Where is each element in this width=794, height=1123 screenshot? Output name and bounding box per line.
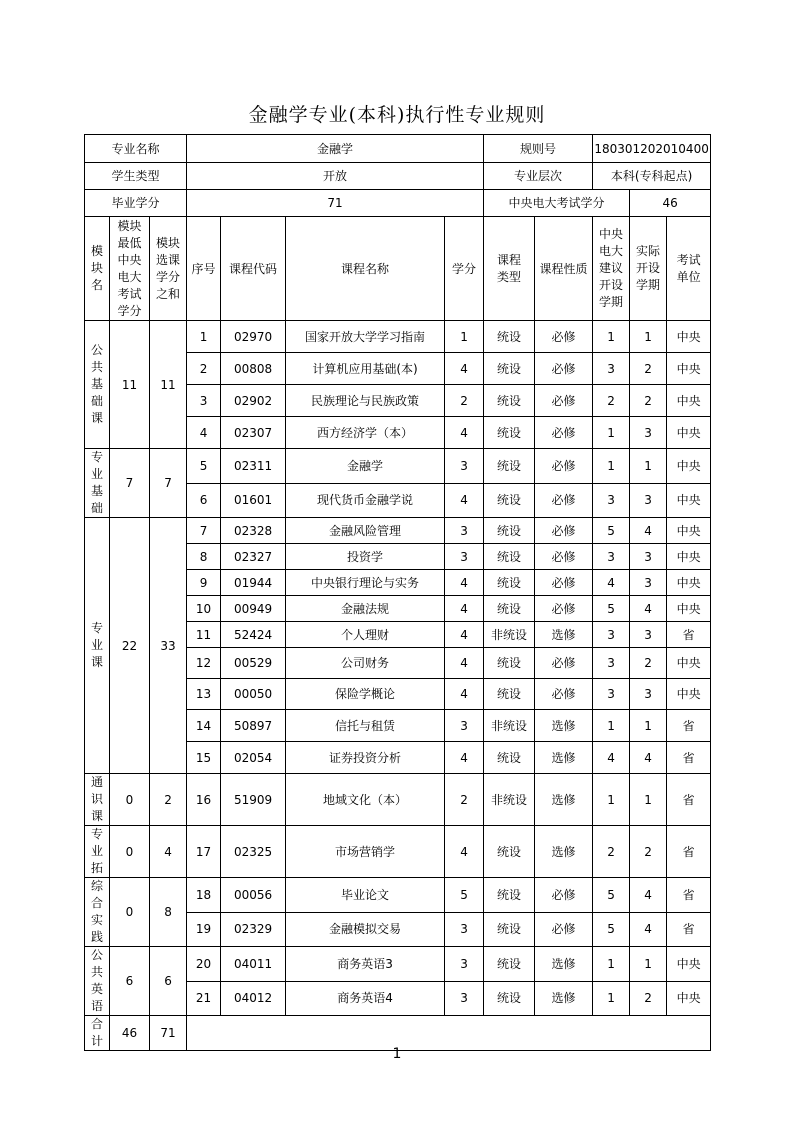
actual-term: 4	[630, 878, 667, 913]
course-name: 市场营销学	[286, 826, 445, 878]
suggest-term: 3	[593, 648, 630, 679]
course-seq: 16	[187, 774, 221, 826]
module-name: 公共英语	[85, 947, 110, 1016]
student-type-value: 开放	[187, 163, 484, 190]
actual-term: 1	[630, 774, 667, 826]
course-seq: 12	[187, 648, 221, 679]
course-credit: 3	[445, 449, 484, 484]
suggest-term: 1	[593, 449, 630, 484]
exam-credit-label: 中央电大考试学分	[484, 190, 630, 217]
course-type: 非统设	[484, 710, 535, 742]
actual-term: 1	[630, 710, 667, 742]
course-seq: 2	[187, 353, 221, 385]
course-code: 04011	[221, 947, 286, 982]
course-credit: 1	[445, 321, 484, 353]
major-value: 金融学	[187, 135, 484, 163]
course-seq: 19	[187, 912, 221, 947]
course-type: 统设	[484, 353, 535, 385]
suggest-term: 5	[593, 596, 630, 622]
course-nature: 选修	[535, 742, 593, 774]
module-sum-credit: 2	[150, 774, 187, 826]
table-row	[85, 947, 711, 982]
course-credit: 4	[445, 679, 484, 710]
exam-unit: 省	[667, 912, 711, 947]
course-type: 统设	[484, 981, 535, 1016]
course-code: 01944	[221, 570, 286, 596]
module-sum-credit: 11	[150, 321, 187, 449]
header-row	[85, 217, 711, 321]
course-code: 00949	[221, 596, 286, 622]
exam-unit: 中央	[667, 596, 711, 622]
actual-term: 2	[630, 385, 667, 417]
exam-unit: 省	[667, 710, 711, 742]
course-nature: 必修	[535, 483, 593, 518]
suggest-term: 2	[593, 385, 630, 417]
grad-credit-value: 71	[187, 190, 484, 217]
page-number: 1	[392, 1046, 402, 1062]
course-seq: 9	[187, 570, 221, 596]
module-min-credit: 11	[110, 321, 150, 449]
course-code: 02307	[221, 417, 286, 449]
suggest-term: 2	[593, 826, 630, 878]
module-sum-credit: 33	[150, 518, 187, 774]
course-seq: 1	[187, 321, 221, 353]
course-nature: 必修	[535, 321, 593, 353]
course-type: 统设	[484, 518, 535, 544]
course-credit: 4	[445, 570, 484, 596]
course-credit: 3	[445, 518, 484, 544]
course-seq: 5	[187, 449, 221, 484]
module-sum-credit: 7	[150, 449, 187, 518]
actual-term: 1	[630, 449, 667, 484]
grad-credit-label: 毕业学分	[85, 190, 187, 217]
module-min-credit: 22	[110, 518, 150, 774]
header-sum-credit: 模块选课学分之和	[150, 217, 187, 321]
actual-term: 3	[630, 570, 667, 596]
course-seq: 10	[187, 596, 221, 622]
course-nature: 选修	[535, 622, 593, 648]
module-name: 专业拓	[85, 826, 110, 878]
course-credit: 4	[445, 417, 484, 449]
exam-unit: 中央	[667, 544, 711, 570]
info-row-3	[85, 190, 711, 217]
course-name: 毕业论文	[286, 878, 445, 913]
course-code: 02054	[221, 742, 286, 774]
course-type: 统设	[484, 878, 535, 913]
level-value: 本科(专科起点)	[593, 163, 711, 190]
actual-term: 2	[630, 353, 667, 385]
course-credit: 3	[445, 947, 484, 982]
header-credit: 学分	[445, 217, 484, 321]
suggest-term: 3	[593, 622, 630, 648]
header-course-type: 课程类型	[484, 217, 535, 321]
suggest-term: 1	[593, 774, 630, 826]
actual-term: 2	[630, 648, 667, 679]
course-code: 01601	[221, 483, 286, 518]
exam-unit: 中央	[667, 518, 711, 544]
course-type: 统设	[484, 742, 535, 774]
table-row	[85, 321, 711, 353]
actual-term: 1	[630, 947, 667, 982]
document-title: 金融学专业(本科)执行性专业规则	[248, 104, 546, 126]
course-credit: 3	[445, 710, 484, 742]
course-code: 00808	[221, 353, 286, 385]
course-nature: 必修	[535, 570, 593, 596]
course-code: 02970	[221, 321, 286, 353]
course-seq: 13	[187, 679, 221, 710]
course-name: 商务英语3	[286, 947, 445, 982]
course-credit: 2	[445, 774, 484, 826]
module-sum-credit: 6	[150, 947, 187, 1016]
exam-unit: 中央	[667, 321, 711, 353]
module-name: 专业基础	[85, 449, 110, 518]
course-seq: 8	[187, 544, 221, 570]
course-type: 统设	[484, 449, 535, 484]
module-min-credit: 7	[110, 449, 150, 518]
suggest-term: 1	[593, 710, 630, 742]
exam-unit: 中央	[667, 353, 711, 385]
course-nature: 必修	[535, 544, 593, 570]
header-module: 模块名	[85, 217, 110, 321]
suggest-term: 3	[593, 544, 630, 570]
actual-term: 4	[630, 518, 667, 544]
course-nature: 必修	[535, 596, 593, 622]
exam-unit: 省	[667, 774, 711, 826]
suggest-term: 5	[593, 878, 630, 913]
course-name: 金融学	[286, 449, 445, 484]
course-seq: 4	[187, 417, 221, 449]
course-name: 投资学	[286, 544, 445, 570]
suggest-term: 5	[593, 518, 630, 544]
exam-unit: 省	[667, 878, 711, 913]
table-row	[85, 878, 711, 913]
header-min-credit: 模块最低中央电大考试学分	[110, 217, 150, 321]
course-credit: 4	[445, 483, 484, 518]
course-name: 金融风险管理	[286, 518, 445, 544]
course-credit: 3	[445, 981, 484, 1016]
header-exam-unit: 考试单位	[667, 217, 711, 321]
course-code: 02902	[221, 385, 286, 417]
course-nature: 选修	[535, 826, 593, 878]
course-type: 非统设	[484, 774, 535, 826]
suggest-term: 5	[593, 912, 630, 947]
course-code: 50897	[221, 710, 286, 742]
module-name: 公共基础课	[85, 321, 110, 449]
info-row-2	[85, 163, 711, 190]
exam-unit: 省	[667, 826, 711, 878]
course-type: 统设	[484, 596, 535, 622]
actual-term: 4	[630, 912, 667, 947]
module-min-credit: 0	[110, 826, 150, 878]
course-credit: 5	[445, 878, 484, 913]
course-name: 计算机应用基础(本)	[286, 353, 445, 385]
table-row	[85, 826, 711, 878]
course-nature: 必修	[535, 518, 593, 544]
course-nature: 必修	[535, 648, 593, 679]
course-type: 统设	[484, 947, 535, 982]
course-seq: 14	[187, 710, 221, 742]
course-seq: 21	[187, 981, 221, 1016]
module-sum-credit: 8	[150, 878, 187, 947]
course-type: 统设	[484, 826, 535, 878]
exam-unit: 中央	[667, 570, 711, 596]
student-type-label: 学生类型	[85, 163, 187, 190]
course-type: 统设	[484, 570, 535, 596]
course-name: 证券投资分析	[286, 742, 445, 774]
course-credit: 4	[445, 622, 484, 648]
table-row	[85, 774, 711, 826]
course-seq: 17	[187, 826, 221, 878]
module-min-credit: 0	[110, 774, 150, 826]
course-nature: 必修	[535, 353, 593, 385]
course-credit: 4	[445, 353, 484, 385]
course-code: 52424	[221, 622, 286, 648]
course-code: 51909	[221, 774, 286, 826]
course-code: 02325	[221, 826, 286, 878]
course-code: 00050	[221, 679, 286, 710]
course-code: 00529	[221, 648, 286, 679]
course-nature: 选修	[535, 710, 593, 742]
course-nature: 必修	[535, 417, 593, 449]
rule-no-value: 180301202010400	[593, 135, 711, 163]
course-credit: 4	[445, 826, 484, 878]
course-code: 00056	[221, 878, 286, 913]
course-name: 民族理论与民族政策	[286, 385, 445, 417]
major-label: 专业名称	[85, 135, 187, 163]
course-code: 02328	[221, 518, 286, 544]
header-name: 课程名称	[286, 217, 445, 321]
module-sum-credit: 4	[150, 826, 187, 878]
rule-no-label: 规则号	[484, 135, 593, 163]
actual-term: 3	[630, 417, 667, 449]
suggest-term: 3	[593, 353, 630, 385]
course-nature: 必修	[535, 912, 593, 947]
actual-term: 2	[630, 826, 667, 878]
suggest-term: 1	[593, 417, 630, 449]
course-name: 中央银行理论与实务	[286, 570, 445, 596]
curriculum-table	[84, 134, 711, 1051]
module-name: 综合实践	[85, 878, 110, 947]
module-min-credit: 6	[110, 947, 150, 1016]
exam-unit: 中央	[667, 648, 711, 679]
exam-unit: 中央	[667, 417, 711, 449]
module-name: 专业课	[85, 518, 110, 774]
suggest-term: 4	[593, 570, 630, 596]
course-name: 个人理财	[286, 622, 445, 648]
actual-term: 3	[630, 483, 667, 518]
total-label: 合计	[85, 1016, 110, 1051]
course-name: 公司财务	[286, 648, 445, 679]
suggest-term: 3	[593, 483, 630, 518]
course-name: 信托与租赁	[286, 710, 445, 742]
actual-term: 1	[630, 321, 667, 353]
header-seq: 序号	[187, 217, 221, 321]
course-nature: 必修	[535, 385, 593, 417]
course-nature: 选修	[535, 947, 593, 982]
module-min-credit: 0	[110, 878, 150, 947]
course-nature: 必修	[535, 679, 593, 710]
course-seq: 20	[187, 947, 221, 982]
course-code: 02329	[221, 912, 286, 947]
course-name: 保险学概论	[286, 679, 445, 710]
course-type: 统设	[484, 417, 535, 449]
suggest-term: 3	[593, 679, 630, 710]
course-credit: 4	[445, 648, 484, 679]
course-credit: 4	[445, 742, 484, 774]
course-type: 统设	[484, 483, 535, 518]
course-seq: 15	[187, 742, 221, 774]
course-type: 非统设	[484, 622, 535, 648]
course-name: 西方经济学（本）	[286, 417, 445, 449]
course-seq: 3	[187, 385, 221, 417]
total-min-credit: 46	[110, 1016, 150, 1051]
header-code: 课程代码	[221, 217, 286, 321]
course-nature: 选修	[535, 774, 593, 826]
course-nature: 选修	[535, 981, 593, 1016]
info-row-1	[85, 135, 711, 163]
course-type: 统设	[484, 912, 535, 947]
exam-unit: 省	[667, 742, 711, 774]
header-course-nature: 课程性质	[535, 217, 593, 321]
course-type: 统设	[484, 648, 535, 679]
exam-unit: 中央	[667, 385, 711, 417]
total-sum-credit: 71	[150, 1016, 187, 1051]
course-name: 金融法规	[286, 596, 445, 622]
exam-credit-value: 46	[630, 190, 711, 217]
course-type: 统设	[484, 385, 535, 417]
course-name: 现代货币金融学说	[286, 483, 445, 518]
course-credit: 3	[445, 912, 484, 947]
exam-unit: 中央	[667, 947, 711, 982]
course-credit: 3	[445, 544, 484, 570]
table-row	[85, 518, 711, 544]
table-row	[85, 449, 711, 484]
exam-unit: 中央	[667, 483, 711, 518]
actual-term: 3	[630, 679, 667, 710]
exam-unit: 省	[667, 622, 711, 648]
level-label: 专业层次	[484, 163, 593, 190]
course-seq: 6	[187, 483, 221, 518]
exam-unit: 中央	[667, 981, 711, 1016]
course-nature: 必修	[535, 449, 593, 484]
course-name: 商务英语4	[286, 981, 445, 1016]
course-credit: 4	[445, 596, 484, 622]
actual-term: 3	[630, 544, 667, 570]
suggest-term: 1	[593, 981, 630, 1016]
actual-term: 2	[630, 981, 667, 1016]
header-actual-term: 实际开设学期	[630, 217, 667, 321]
course-seq: 18	[187, 878, 221, 913]
header-suggest-term: 中央电大建议开设学期	[593, 217, 630, 321]
module-name: 通识课	[85, 774, 110, 826]
course-code: 04012	[221, 981, 286, 1016]
exam-unit: 中央	[667, 449, 711, 484]
course-type: 统设	[484, 679, 535, 710]
course-credit: 2	[445, 385, 484, 417]
suggest-term: 4	[593, 742, 630, 774]
course-name: 金融模拟交易	[286, 912, 445, 947]
actual-term: 4	[630, 596, 667, 622]
suggest-term: 1	[593, 947, 630, 982]
course-seq: 7	[187, 518, 221, 544]
course-seq: 11	[187, 622, 221, 648]
course-code: 02327	[221, 544, 286, 570]
course-type: 统设	[484, 321, 535, 353]
course-name: 地域文化（本）	[286, 774, 445, 826]
suggest-term: 1	[593, 321, 630, 353]
course-type: 统设	[484, 544, 535, 570]
exam-unit: 中央	[667, 679, 711, 710]
course-nature: 必修	[535, 878, 593, 913]
course-code: 02311	[221, 449, 286, 484]
course-name: 国家开放大学学习指南	[286, 321, 445, 353]
actual-term: 3	[630, 622, 667, 648]
actual-term: 4	[630, 742, 667, 774]
